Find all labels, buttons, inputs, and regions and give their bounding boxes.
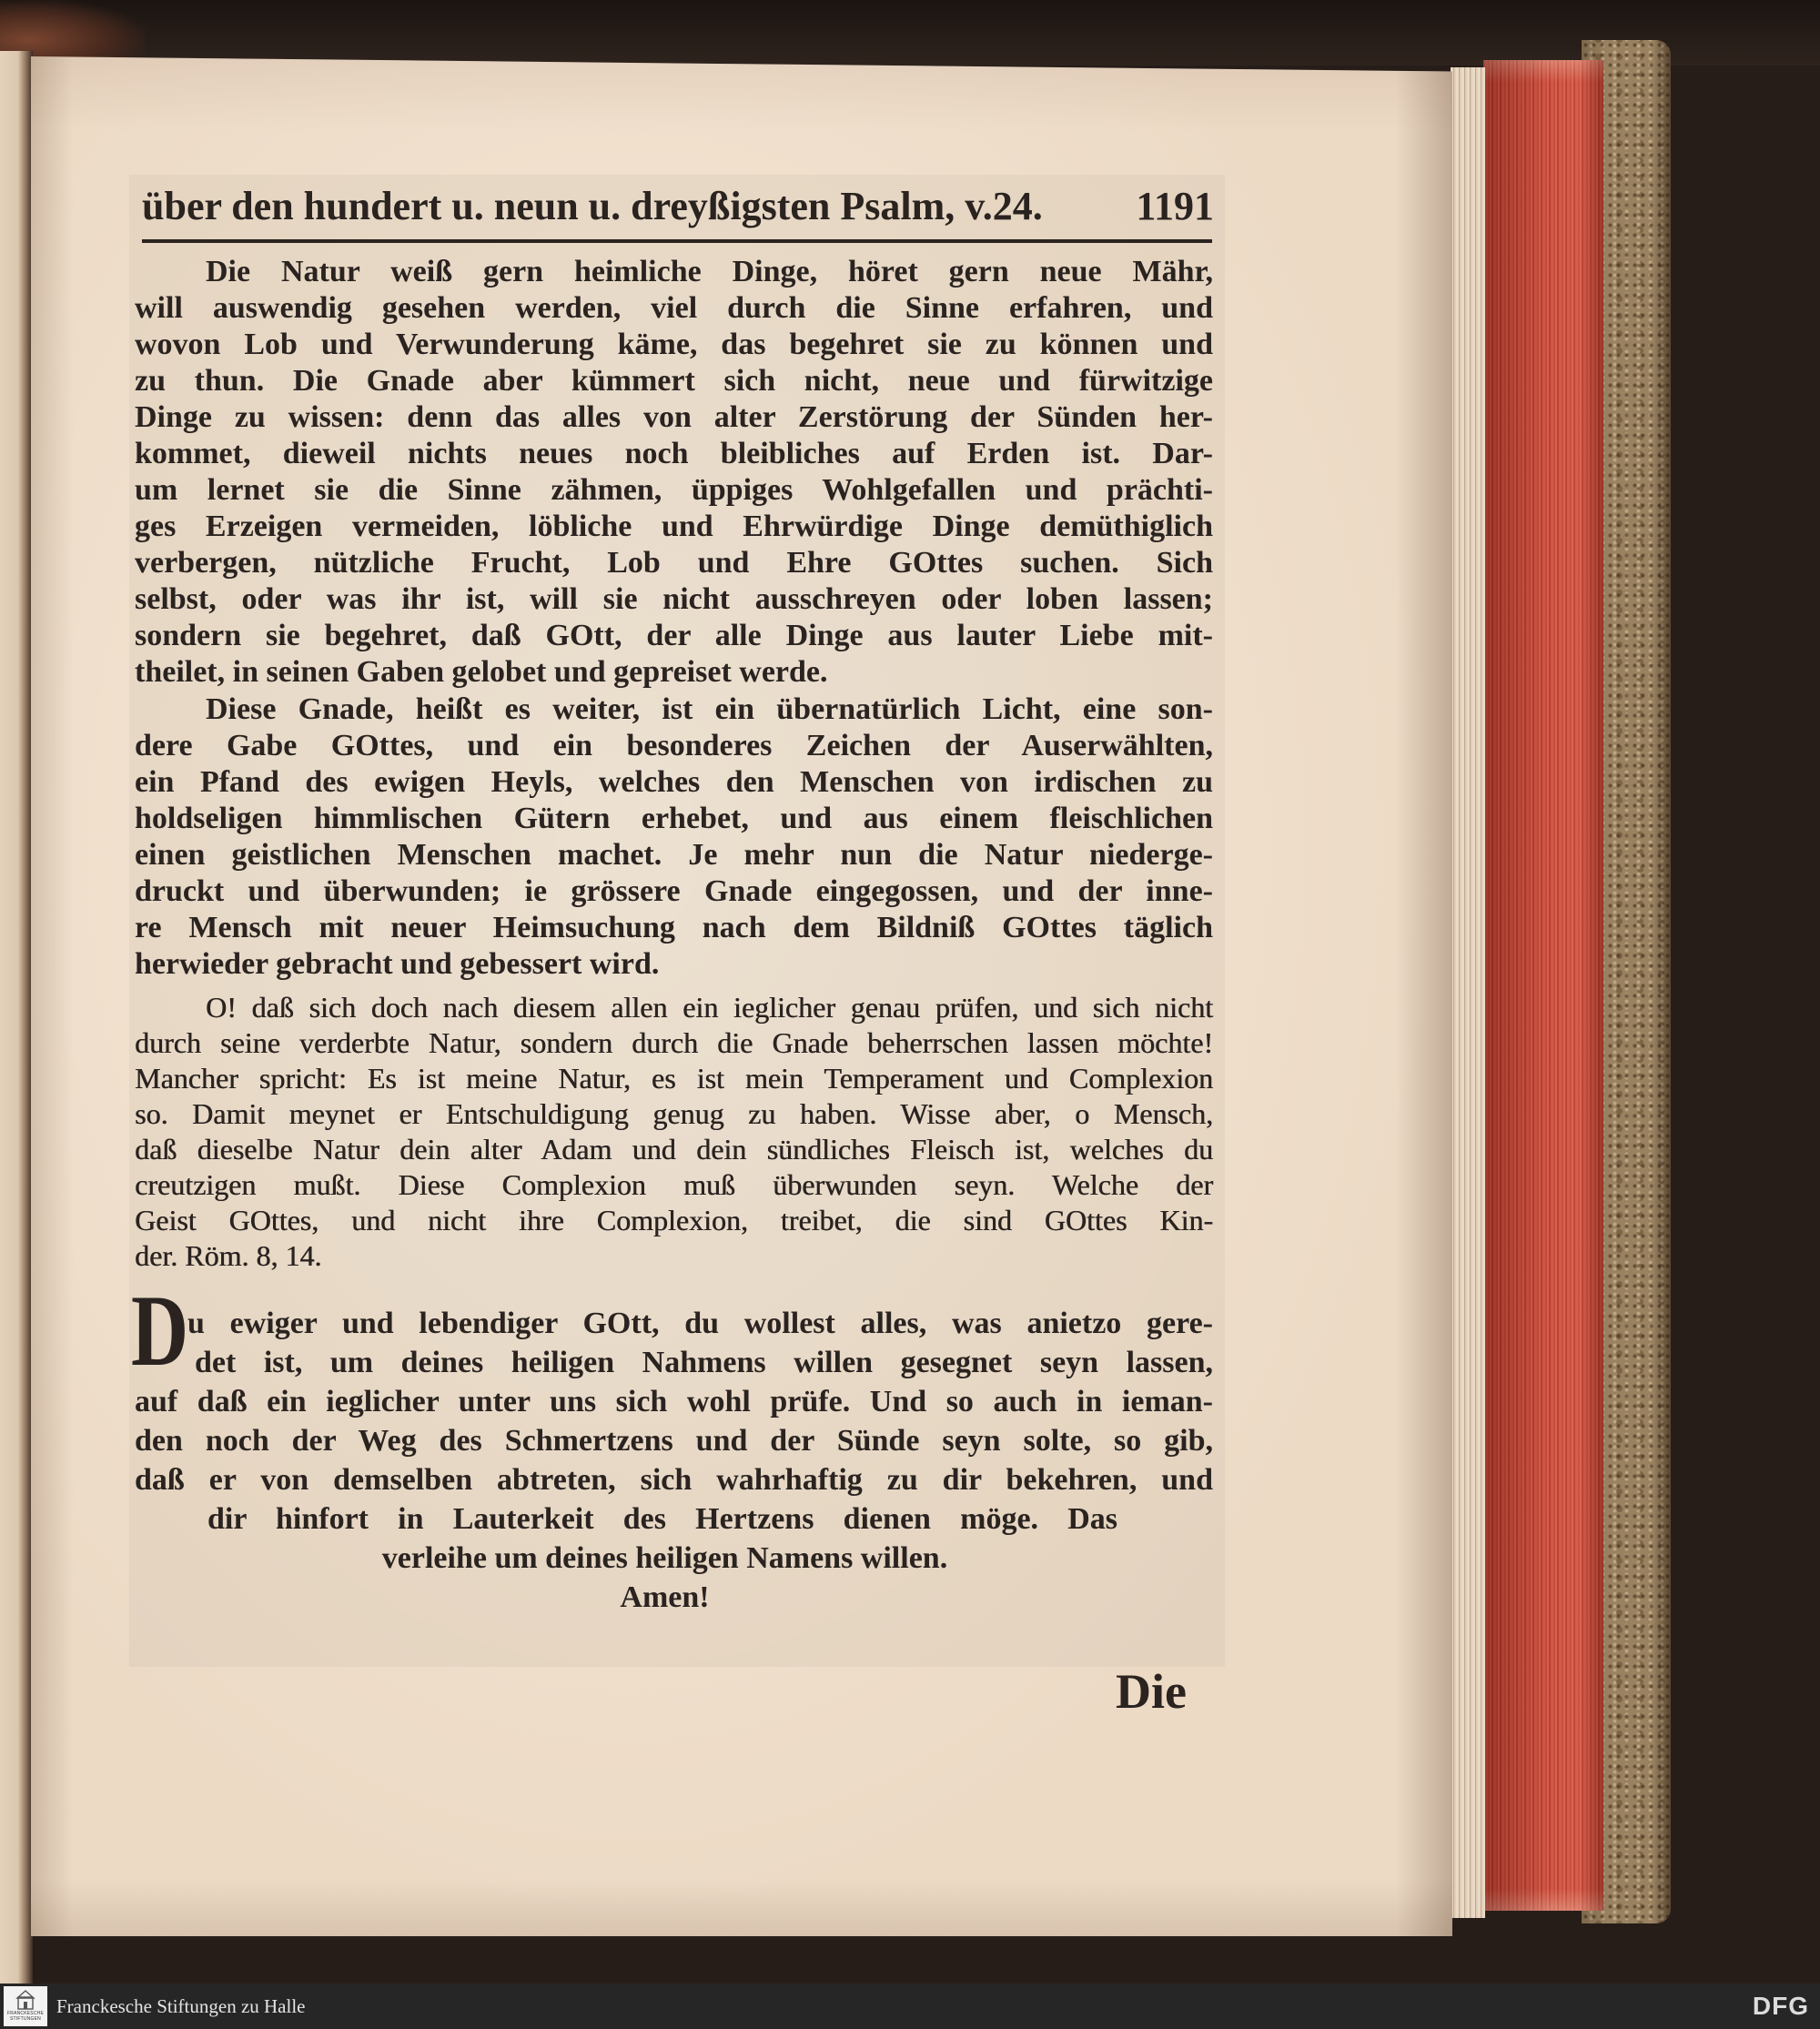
paragraph-3	[135, 990, 1213, 1274]
paragraph-3-line: der. Röm. 8, 14.	[135, 1239, 322, 1272]
prayer-line: auf daß ein ieglicher unter uns sich wohl prüfe. Und so auch in ieman-	[135, 1385, 1213, 1418]
prayer-line: u ewiger und lebendiger GOtt, du wollest alles, was anietzo gere-	[187, 1307, 1213, 1340]
prayer-amen: Amen!	[620, 1580, 710, 1614]
running-head	[142, 178, 1214, 235]
paragraph-1-line: sondern sie begehret, daß GOtt, der alle Dinge aus lauter Liebe mit-	[135, 619, 1213, 652]
running-head-title: über den hundert u. neun u. dreyßigsten Psalm, v.24.	[142, 184, 1043, 228]
paragraph-3-line: creutzigen mußt. Diese Complexion muß überwunden seyn. Welche der	[135, 1168, 1213, 1201]
paragraph-1-line: zu thun. Die Gnade aber kümmert sich nicht, neue und fürwitzige	[135, 364, 1213, 398]
book-cover-top	[0, 0, 1820, 66]
paragraph-1	[135, 254, 1213, 691]
paragraph-1-line: ges Erzeigen vermeiden, löbliche und Ehrwürdige Dinge demüthiglich	[135, 510, 1213, 543]
prayer-line: verleihe um deines heiligen Namens willen.	[381, 1541, 948, 1575]
paragraph-2-line: ein Pfand des ewigen Heyls, welches den Menschen von irdischen zu	[135, 765, 1213, 799]
paragraph-2-line: einen geistlichen Menschen machet. Je mehr nun die Natur niederge-	[135, 838, 1213, 872]
logo-text-line: STIFTUNGEN	[10, 2016, 41, 2022]
page-stack-edge	[1451, 67, 1485, 1918]
paragraph-1-line: Dinge zu wissen: denn das alles von alter Zerstörung der Sünden her-	[135, 400, 1213, 434]
paragraph-2-line: druckt und überwunden; ie grössere Gnade eingegossen, und der inne-	[135, 874, 1213, 908]
institution-name: Franckesche Stiftungen zu Halle	[56, 1995, 306, 2017]
paragraph-2-line: re Mensch mit neuer Heimsuchung nach dem Bildniß GOttes täglich	[135, 911, 1213, 944]
logo-text-line: FRANCKESCHE	[7, 2011, 44, 2016]
institution-logo	[4, 1986, 47, 2026]
paragraph-1-line: wovon Lob und Verwunderung käme, das begehret sie zu können und	[135, 328, 1213, 361]
paragraph-2-line: dere Gabe GOttes, und ein besonderes Zeichen der Auserwählten,	[135, 729, 1213, 762]
paragraph-2-line: herwieder gebracht und gebessert wird.	[135, 947, 660, 981]
prayer-line: den noch der Weg des Schmertzens und der Sünde seyn solte, so gib,	[135, 1424, 1213, 1458]
prayer-line: det ist, um deines heiligen Nahmens willen gesegnet seyn lassen,	[195, 1346, 1213, 1379]
paragraph-3-line: Geist GOttes, und nicht ihre Complexion, treibet, die sind GOttes Kin-	[135, 1204, 1213, 1237]
closing-prayer	[131, 1275, 1213, 1617]
paragraph-1-line: Die Natur weiß gern heimliche Dinge, höret gern neue Mähr,	[206, 255, 1213, 288]
paragraph-1-line: theilet, in seinen Gaben gelobet und gepreiset werde.	[135, 655, 828, 689]
paragraph-3-line: Mancher spricht: Es ist meine Natur, es ist mein Temperament und Complexion	[135, 1062, 1213, 1095]
prayer-line: daß er von demselben abtreten, sich wahrhaftig zu dir bekehren, und	[135, 1463, 1213, 1497]
page-number: 1191	[1136, 184, 1214, 228]
catchword: Die	[1116, 1664, 1187, 1719]
paragraph-3-line: O! daß sich doch nach diesem allen ein ieglicher genau prüfen, und sich nicht	[206, 991, 1213, 1024]
paragraph-3-line: durch seine verderbte Natur, sondern durch die Gnade beherrschen lassen möchte!	[135, 1026, 1213, 1059]
logo-emblem-icon	[15, 1989, 35, 2011]
paragraph-2-line: Diese Gnade, heißt es weiter, ist ein übernatürlich Licht, eine son-	[206, 692, 1213, 726]
paragraph-2-line: holdseligen himmlischen Gütern erhebet, und aus einem fleischlichen	[135, 802, 1213, 835]
drop-cap-initial: D	[131, 1275, 189, 1388]
paragraph-2	[135, 691, 1213, 983]
head-rule	[142, 239, 1212, 243]
paragraph-1-line: um lernet sie die Sinne zähmen, üppiges Wohlgefallen und prächti-	[135, 473, 1213, 507]
paragraph-1-line: verbergen, nützliche Frucht, Lob und Ehre GOttes suchen. Sich	[135, 546, 1213, 580]
paragraph-3-line: so. Damit meynet er Entschuldigung genug zu haben. Wisse aber, o Mensch,	[135, 1097, 1213, 1130]
funder-logo-text: DFG	[1752, 1992, 1809, 2020]
paragraph-3-line: daß dieselbe Natur dein alter Adam und dein sündliches Fleisch ist, welches du	[135, 1133, 1213, 1166]
facing-page-edge	[0, 51, 33, 1984]
paragraph-1-line: will auswendig gesehen werden, viel durch die Sinne erfahren, und	[135, 291, 1213, 325]
paragraph-1-line: kommet, dieweil nichts neues noch bleibliches auf Erden ist. Dar-	[135, 437, 1213, 470]
prayer-line: dir hinfort in Lauterkeit des Hertzens dienen möge. Das	[207, 1502, 1117, 1536]
paragraph-1-line: selbst, oder was ihr ist, will sie nicht ausschreyen oder loben lassen;	[135, 582, 1213, 616]
red-page-edges	[1483, 60, 1603, 1911]
